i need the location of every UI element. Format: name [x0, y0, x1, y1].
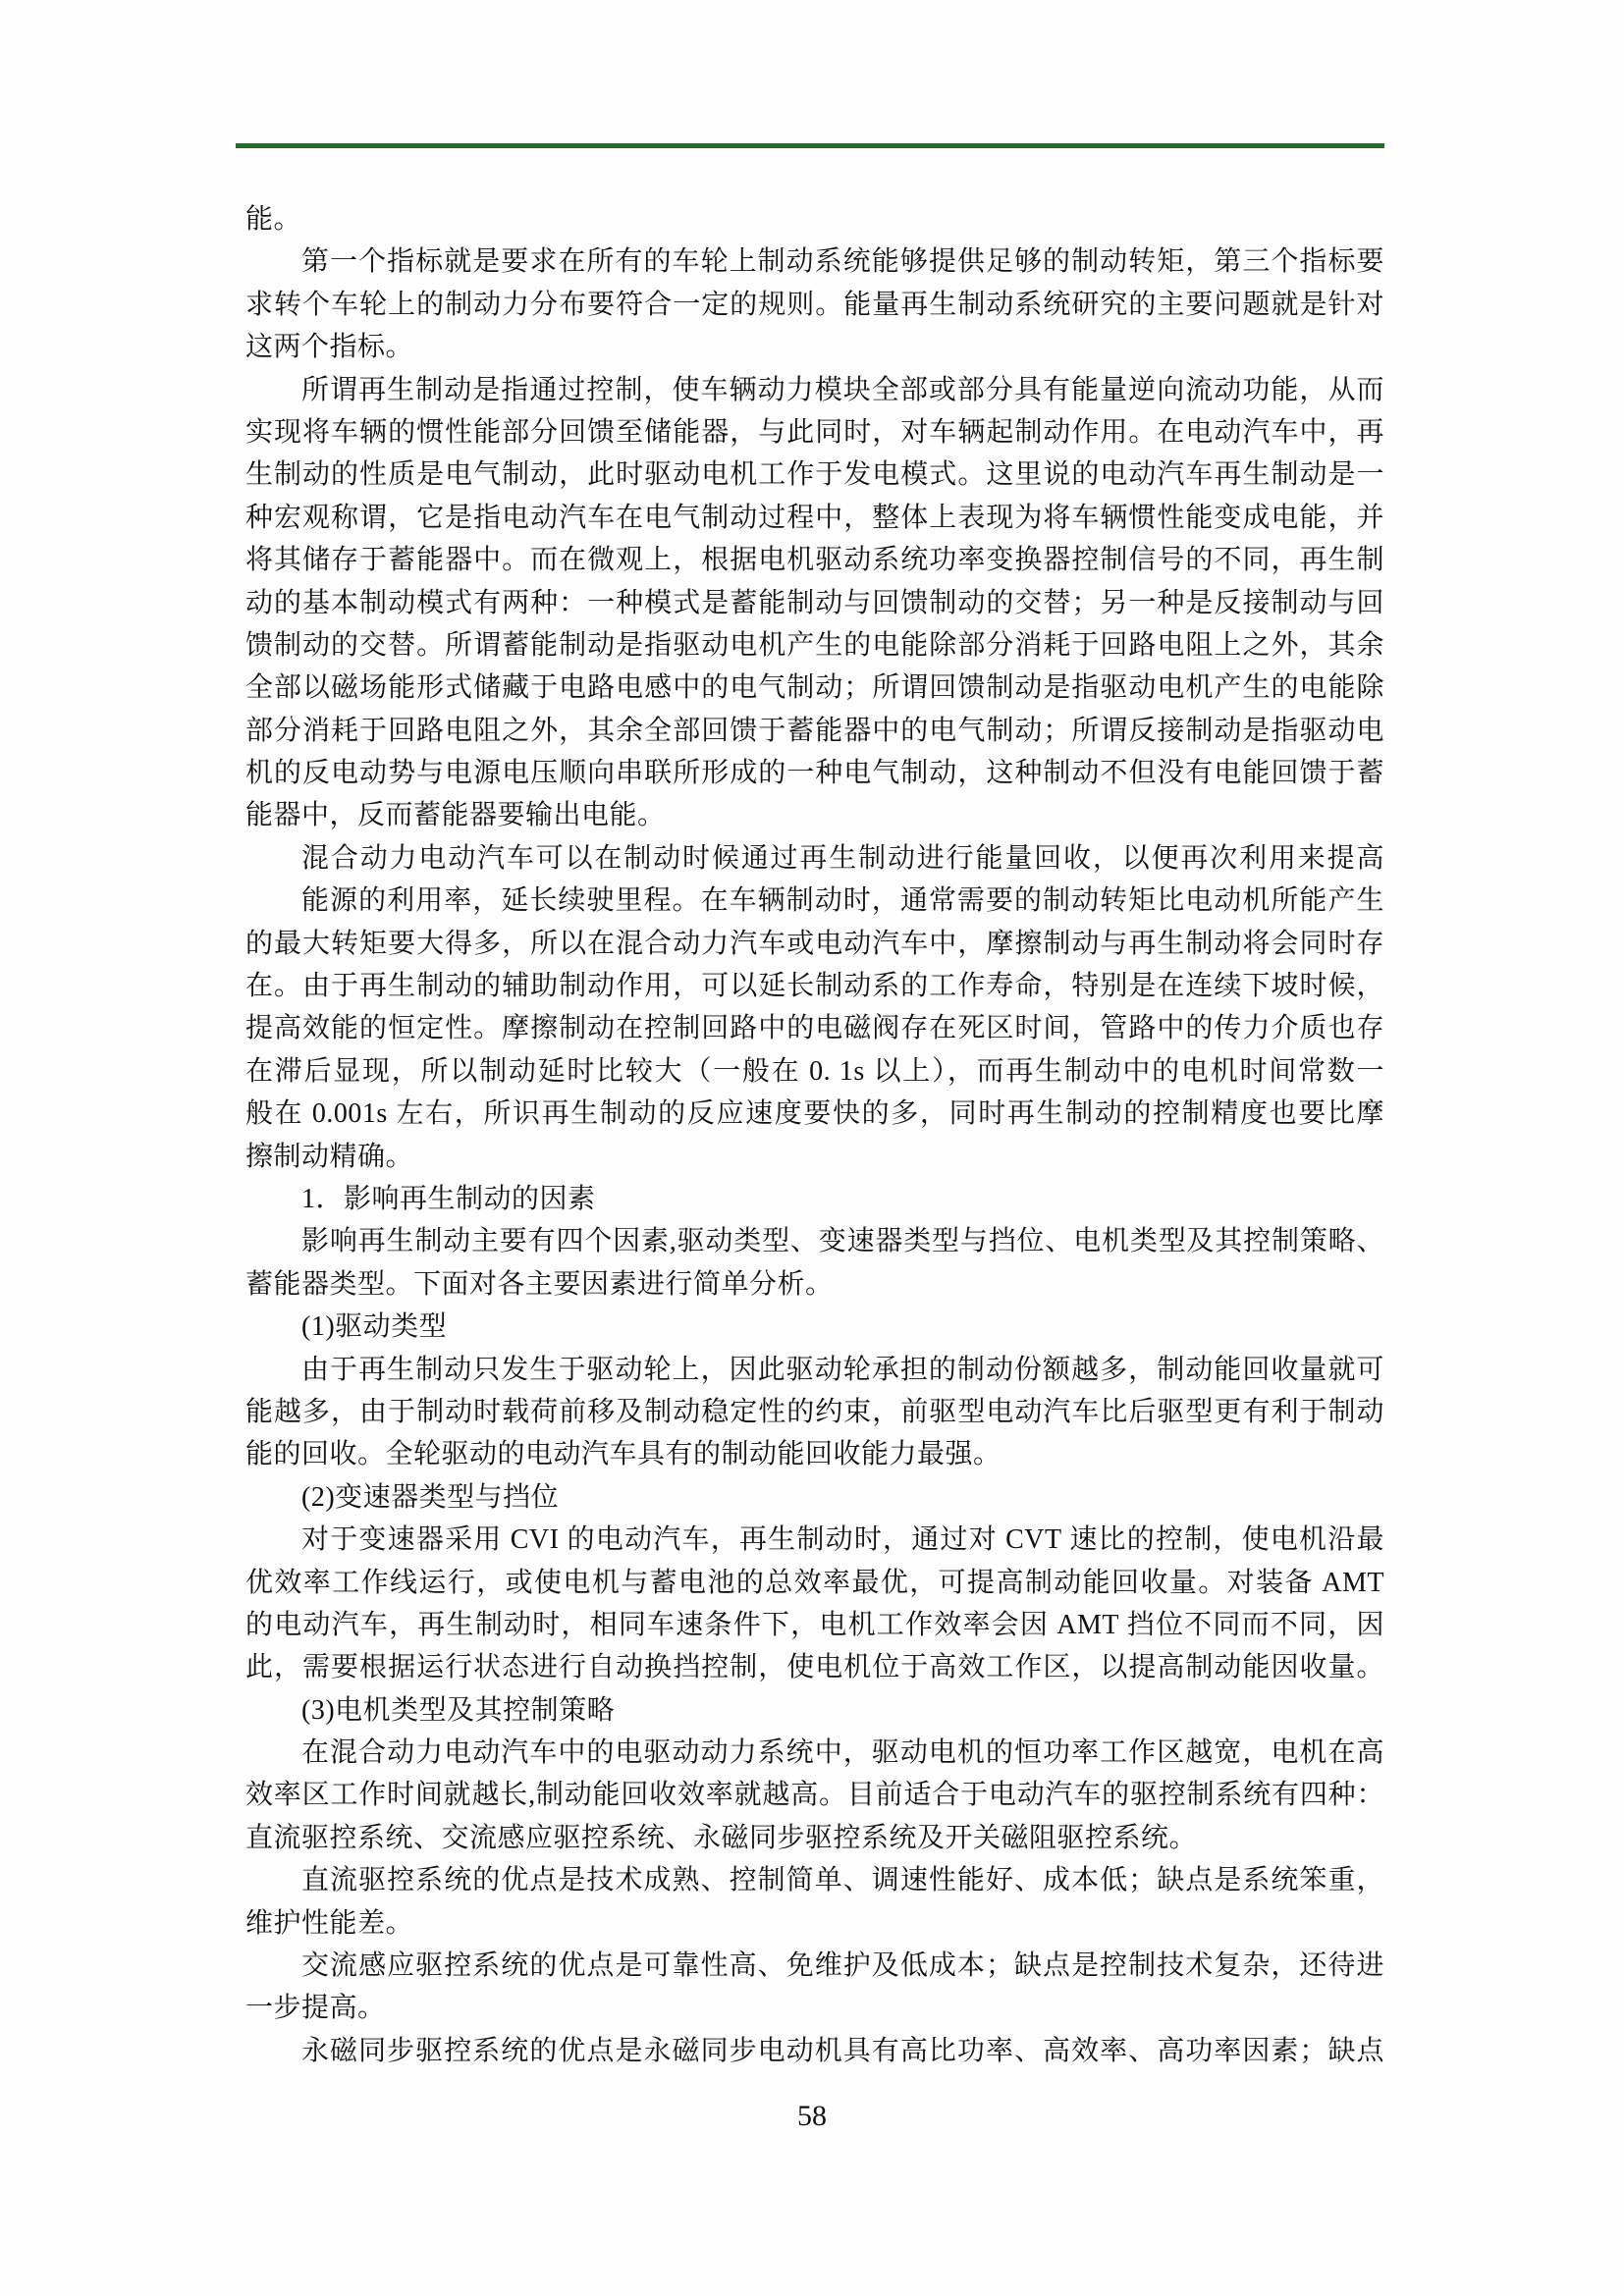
header-rule: [236, 143, 1384, 148]
text-line: 直流驱控系统的优点是技术成熟、控制简单、调速性能好、成本低；缺点是系统笨重，: [301, 1865, 1384, 1896]
text-line: (3)电机类型及其控制策略: [301, 1694, 616, 1726]
text-line: 种宏观称谓，它是指电动汽车在电气制动过程中，整体上表现为将车辆惯性能变成电能，并: [245, 502, 1384, 533]
text-line: 一步提高。: [245, 1993, 386, 2024]
text-line: 部分消耗于回路电阻之外，其余全部回馈于蓄能器中的电气制动；所谓反接制动是指驱动电: [245, 715, 1384, 746]
text-line: 能源的利用率，延长续驶里程。在车辆制动时，通常需要的制动转矩比电动机所能产生: [301, 885, 1384, 917]
page-number: 58: [797, 2100, 827, 2132]
text-line: 机的反电动势与电源电压顺向串联所形成的一种电气制动，这种制动不但没有电能回馈于蓄: [245, 758, 1384, 789]
text-line: (2)变速器类型与挡位: [301, 1481, 560, 1513]
text-line: 能越多，由于制动时载荷前移及制动稳定性的约束，前驱型电动汽车比后驱型更有利于制动: [245, 1396, 1384, 1427]
text-line: 的电动汽车，再生制动时，相同车速条件下，电机工作效率会因 AMT 挡位不同而不同，因: [245, 1609, 1384, 1640]
text-line: 生制动的性质是电气制动，此时驱动电机工作于发电模式。这里说的电动汽车再生制动是一: [245, 459, 1384, 491]
text-line: 此，需要根据运行状态进行自动换挡控制，使电机位于高效工作区，以提高制动能因收量。: [245, 1652, 1384, 1683]
text-line: (1)驱动类型: [301, 1311, 448, 1343]
text-line: 影响再生制动主要有四个因素,驱动类型、变速器类型与挡位、电机类型及其控制策略、: [301, 1226, 1384, 1257]
text-line: 优效率工作线运行，或使电机与蓄电池的总效率最优，可提高制动能回收量。对装备 AMT: [245, 1567, 1384, 1598]
text-line: 直流驱控系统、交流感应驱控系统、永磁同步驱控系统及开关磁阻驱控系统。: [245, 1822, 1198, 1853]
text-line: 交流感应驱控系统的优点是可靠性高、免维护及低成本；缺点是控制技术复杂，还待进: [301, 1950, 1384, 1982]
text-line: 维护性能差。: [245, 1907, 414, 1939]
text-line: 由于再生制动只发生于驱动轮上，因此驱动轮承担的制动份额越多，制动能回收量就可: [301, 1354, 1384, 1385]
text-line: 第一个指标就是要求在所有的车轮上制动系统能够提供足够的制动转矩，第三个指标要: [301, 246, 1384, 278]
text-line: 能的回收。全轮驱动的电动汽车具有的制动能回收能力最强。: [245, 1439, 1001, 1470]
text-line: 动的基本制动模式有两种：一种模式是蓄能制动与回馈制动的交替；另一种是反接制动与回: [245, 587, 1384, 618]
body-text: [245, 198, 1384, 2072]
text-line: 对于变速器采用 CVI 的电动汽车，再生制动时，通过对 CVT 速比的控制，使电机沿最: [301, 1524, 1384, 1556]
text-line: 所谓再生制动是指通过控制，使车辆动力模块全部或部分具有能量逆向流动功能，从而: [301, 374, 1384, 405]
text-line: 混合动力电动汽车可以在制动时候通过再生制动进行能量回收，以便再次利用来提高: [301, 842, 1384, 874]
text-line: 全部以磁场能形式储藏于电路电感中的电气制动；所谓回馈制动是指驱动电机产生的电能除: [245, 672, 1384, 704]
text-line: 能器中，反而蓄能器要输出电能。: [245, 800, 666, 831]
text-line: 擦制动精确。: [245, 1141, 414, 1172]
text-line: 提高效能的恒定性。摩擦制动在控制回路中的电磁阀存在死区时间，管路中的传力介质也存: [245, 1013, 1384, 1044]
text-line: 将其储存于蓄能器中。而在微观上，根据电机驱动系统功率变换器控制信号的不同，再生制: [245, 545, 1384, 576]
text-line: 般在 0.001s 左右，所识再生制动的反应速度要快的多，同时再生制动的控制精度也要比摩: [245, 1098, 1384, 1130]
text-line: 在滞后显现，所以制动延时比较大（一般在 0. 1s 以上），而再生制动中的电机时间常数一: [245, 1055, 1384, 1087]
text-line: 永磁同步驱控系统的优点是永磁同步电动机具有高比功率、高效率、高功率因素；缺点: [301, 2035, 1384, 2066]
text-line: 求转个车轮上的制动力分布要符合一定的规则。能量再生制动系统研究的主要问题就是针对: [245, 289, 1384, 320]
text-line: 实现将车辆的惯性能部分回馈至储能器，与此同时，对车辆起制动作用。在电动汽车中，再: [245, 416, 1384, 448]
text-line: 效率区工作时间就越长,制动能回收效率就越高。目前适合于电动汽车的驱控制系统有四种：: [245, 1780, 1384, 1811]
text-line: 在混合动力电动汽车中的电驱动动力系统中，驱动电机的恒功率工作区越宽，电机在高: [301, 1737, 1384, 1769]
text-line: 的最大转矩要大得多，所以在混合动力汽车或电动汽车中，摩擦制动与再生制动将会同时存: [245, 928, 1384, 959]
text-line: 能。: [245, 204, 302, 235]
text-line: 1．影响再生制动的因素: [301, 1183, 596, 1214]
text-line: 蓄能器类型。下面对各主要因素进行简单分析。: [245, 1268, 834, 1300]
text-line: 这两个指标。: [245, 332, 414, 363]
text-line: 在。由于再生制动的辅助制动作用，可以延长制动系的工作寿命，特别是在连续下坡时候，: [245, 971, 1384, 1002]
text-line: 馈制动的交替。所谓蓄能制动是指驱动电机产生的电能除部分消耗于回路电阻上之外，其余: [245, 629, 1384, 661]
